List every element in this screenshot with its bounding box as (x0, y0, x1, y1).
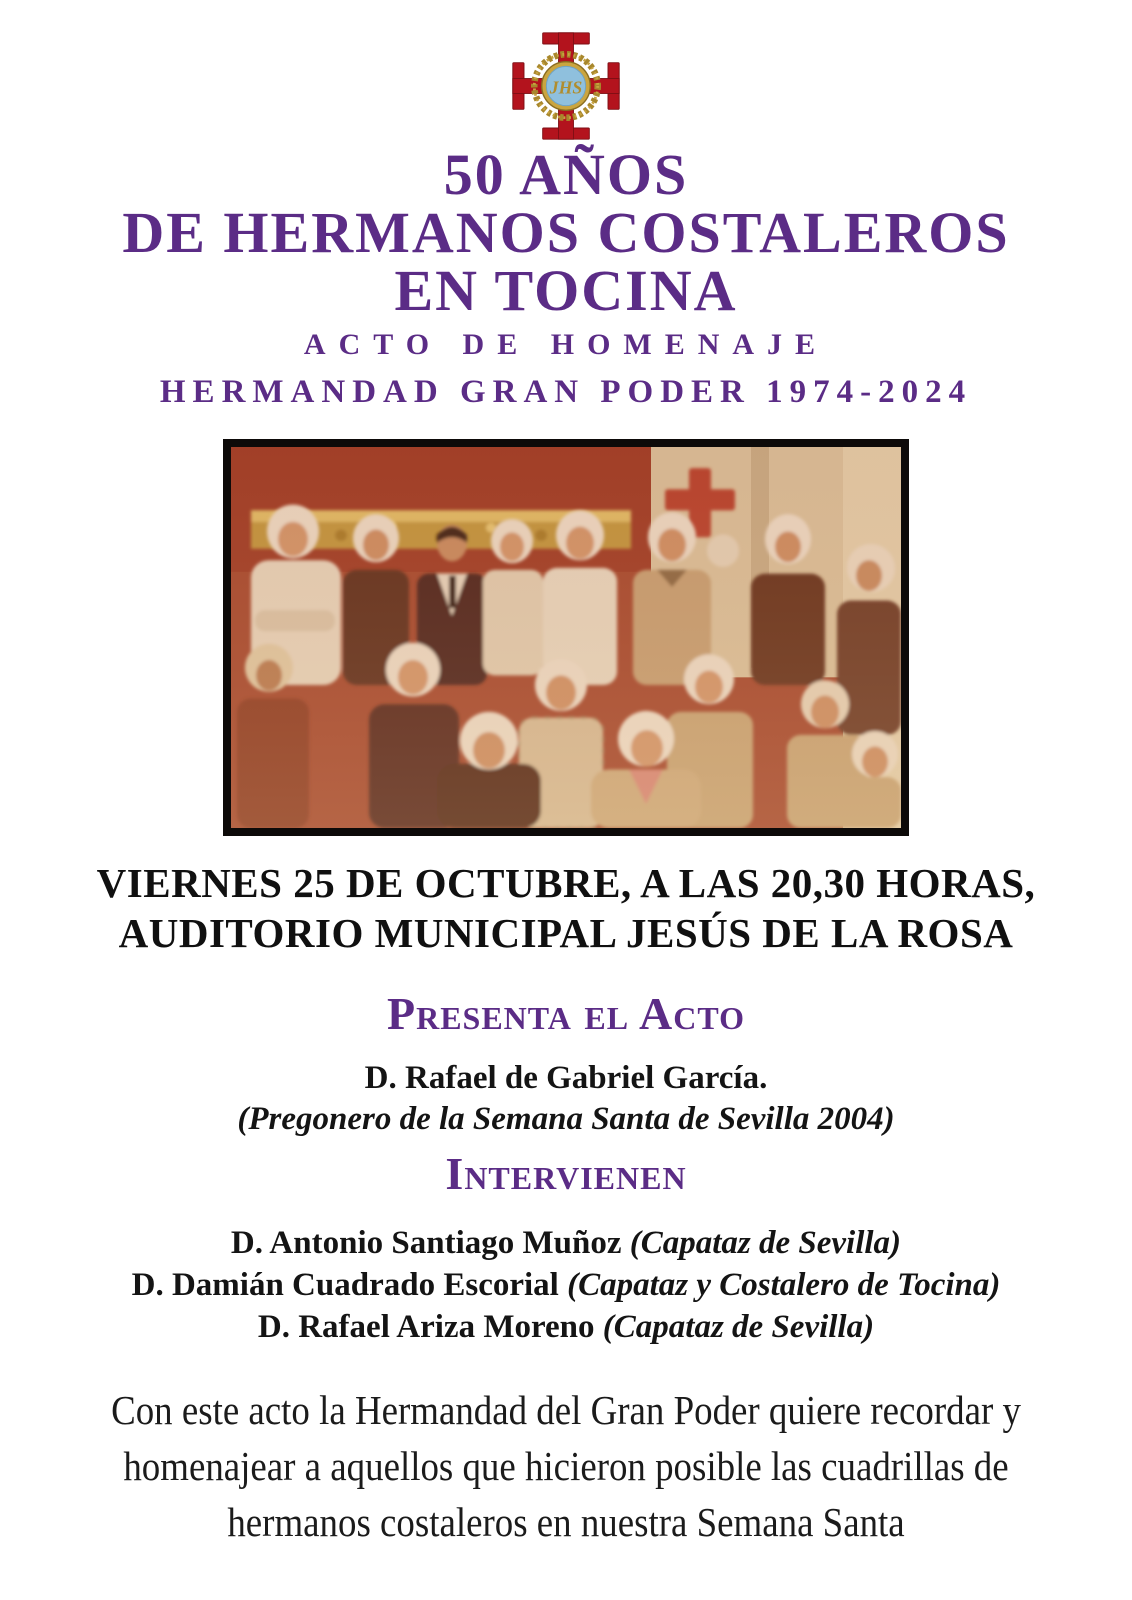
closing-line: hermanos costaleros en nuestra Semana Santa (227, 1499, 905, 1545)
emblem-monogram: JHS (549, 77, 583, 98)
title-line-3: EN TOCINA (394, 258, 738, 323)
title-line-1: 50 AÑOS (443, 142, 689, 207)
participant-name: D. Antonio Santiago Muñoz (230, 1225, 630, 1261)
event-venue: AUDITORIO MUNICIPAL JESÚS DE LA ROSA (118, 910, 1014, 956)
title-line-2: DE HERMANOS COSTALEROS (122, 200, 1010, 265)
participant-row (0, 1306, 1132, 1348)
presenter-name: D. Rafael de Gabriel García. (364, 1060, 768, 1096)
subtitle-acto-homenaje: ACTO DE HOMENAJE (303, 328, 829, 361)
event-date-time: VIERNES 25 DE OCTUBRE, A LAS 20,30 HORAS, (96, 860, 1036, 906)
participant-row (0, 1264, 1132, 1306)
closing-line: Con este acto la Hermandad del Gran Poder quiere recordar y (111, 1387, 1021, 1433)
event-details (0, 858, 1132, 958)
historic-photo (223, 439, 909, 836)
emblem-graphic (507, 30, 625, 142)
participants-list (0, 1222, 1132, 1348)
participant-role: (Capataz de Sevilla) (602, 1309, 875, 1345)
participant-name: D. Damián Cuadrado Escorial (131, 1267, 568, 1303)
closing-paragraph (57, 1382, 1076, 1550)
subtitle-hermandad-years: HERMANDAD GRAN PODER 1974-2024 (159, 374, 973, 410)
participant-name: D. Rafael Ariza Moreno (257, 1309, 603, 1345)
presenter-subtitle: (Pregonero de la Semana Santa de Sevilla 2004) (237, 1101, 895, 1137)
poster-title (0, 142, 1132, 323)
participant-role: (Capataz de Sevilla) (629, 1225, 902, 1261)
hermandad-cross-emblem-icon (507, 30, 625, 142)
closing-line: homenajear a aquellos que hicieron posible las cuadrillas de (123, 1443, 1009, 1489)
intervienen-heading: Intervienen (445, 1148, 687, 1199)
participant-role: (Capataz y Costalero de Tocina) (567, 1267, 1001, 1303)
historic-photo-graphic (231, 447, 901, 828)
presenta-heading: Presenta el Acto (386, 988, 745, 1039)
participant-row (0, 1222, 1132, 1264)
